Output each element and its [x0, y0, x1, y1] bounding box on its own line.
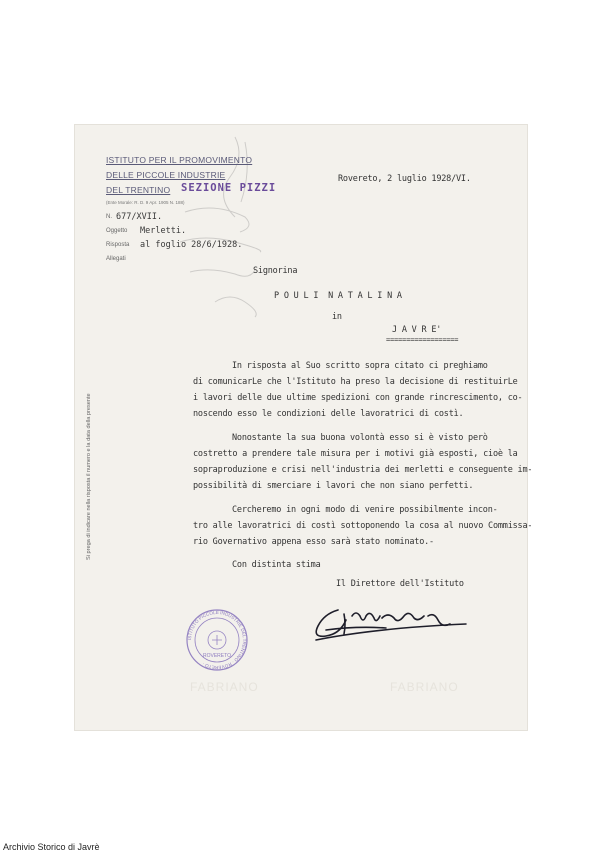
reply-label: Risposta [106, 242, 130, 248]
director-title: Il Direttore dell'Istituto [336, 579, 464, 589]
svg-text:ROVERETO: ROVERETO [203, 653, 231, 659]
recipient-place: J A V R E' [392, 325, 442, 335]
body-p3-line-3: rio Governativo appena esso sarà stato nominato.- [193, 537, 434, 547]
decree-note: (Ente Morale: R. D. 9 Apr. 1905 N. 188) [106, 200, 185, 205]
number-value: 677/XVII. [116, 212, 163, 222]
subject-label: Oggetto [106, 228, 128, 234]
recipient-in: in [332, 312, 342, 322]
watermark-right: FABRIANO [390, 680, 459, 694]
archive-footer: Archivio Storico di Javrè [3, 842, 100, 852]
watermark-left: FABRIANO [190, 680, 259, 694]
letterhead-line-3: DEL TRENTINO [106, 185, 171, 195]
body-p3-line-1: Cercheremo in ogni modo di venire possibilmente incon- [232, 505, 498, 515]
director-signature [308, 600, 468, 646]
attachments-label: Allegati [106, 256, 126, 262]
section-stamp: SEZIONE PIZZI [181, 182, 277, 194]
body-p2-line-1: Nonostante la sua buona volontà esso si è visto però [232, 433, 488, 443]
body-p2-line-3: sopraproduzione e crisi nell'industria dei merletti e conseguente im- [193, 465, 533, 475]
body-p1-line-2: di comunicarLe che l'Istituto ha preso la decisione di restituirLe [193, 377, 518, 387]
svg-text:ISTITUTO PICCOLE INDUSTRIE DEL: ISTITUTO PICCOLE INDUSTRIE DEL TRENTINO · ROVERETO · [186, 609, 248, 671]
subject-value: Merletti. [140, 226, 187, 236]
recipient-underline: ================== [386, 336, 459, 344]
letterhead-line-1: ISTITUTO PER IL PROMOVIMENTO [106, 155, 253, 165]
reply-value: al foglio 28/6/1928. [140, 240, 243, 250]
body-p3-line-2: tro alle lavoratrici di costì sottoponendo la cosa al nuovo Commissa- [193, 521, 533, 531]
place-date: Rovereto, 2 luglio 1928/VI. [338, 174, 471, 184]
letterhead-line-2: DELLE PICCOLE INDUSTRIE [106, 170, 226, 180]
recipient-name: P O U L I N A T A L I N A [274, 291, 402, 301]
body-p2-line-4: possibilità di smerciare i lavori che non siano perfetti. [193, 481, 474, 491]
body-p2-line-2: costretto a prendere tale misura per i motivi già esposti, cioè la [193, 449, 518, 459]
institute-seal [185, 608, 249, 672]
closing: Con distinta stima [232, 560, 321, 570]
recipient-salutation: Signorina [253, 266, 298, 276]
margin-instruction: Si prega di indicare nella risposta il numero e la data della presente [86, 393, 92, 560]
body-p1-line-1: In risposta al Suo scritto sopra citato ci preghiamo [232, 361, 488, 371]
body-p1-line-3: i lavori delle due ultime spedizioni con grande rincrescimento, co- [193, 393, 523, 403]
body-p1-line-4: noscendo esso le condizioni delle lavoratrici di costì. [193, 409, 464, 419]
number-label: N. [106, 214, 112, 220]
